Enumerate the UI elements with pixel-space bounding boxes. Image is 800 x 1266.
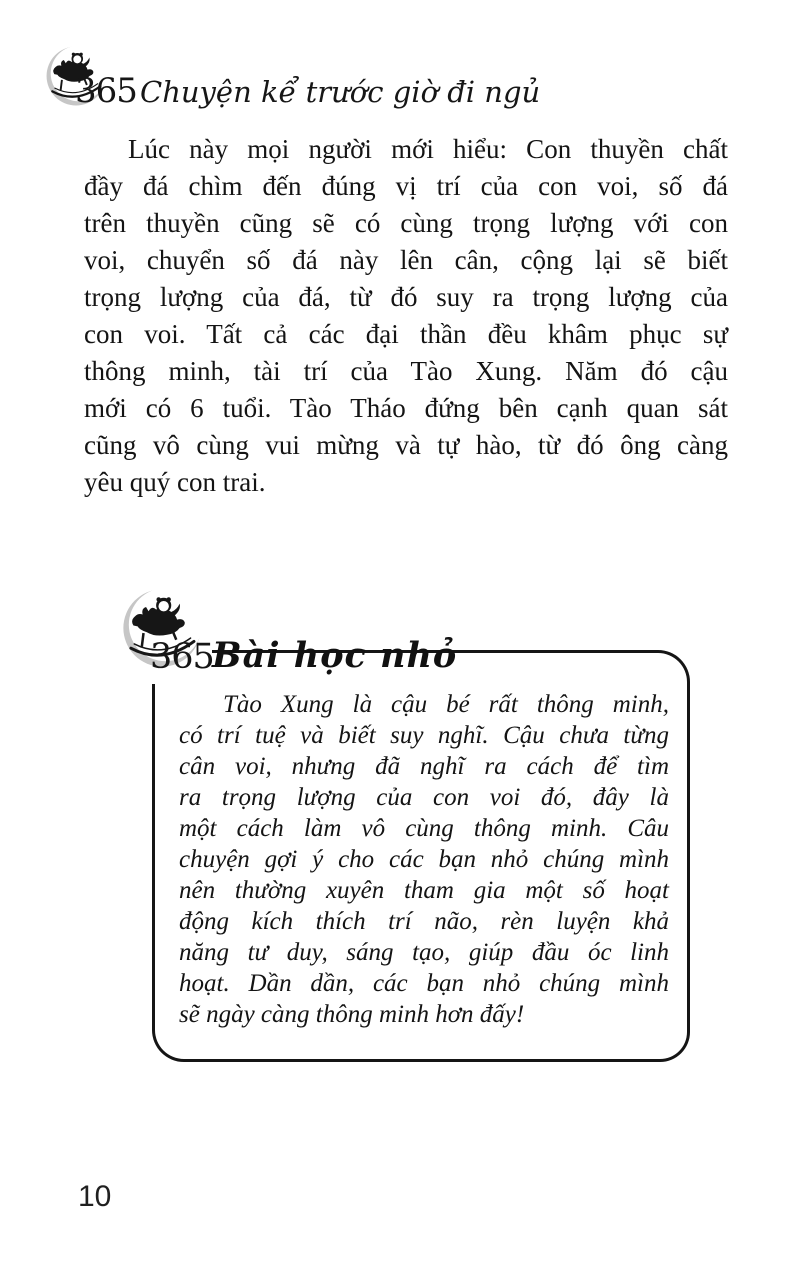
text-line: yêu quý con trai.: [84, 467, 266, 497]
text-line: trên thuyền cũng sẽ có cùng trọng lượng với con: [84, 208, 728, 238]
text-line: thông minh, tài trí của Tào Xung. Năm đó cậu: [84, 356, 728, 386]
text-line: cân voi, nhưng đã nghĩ ra cách để tìm: [179, 753, 669, 780]
text-line: trọng lượng của đá, từ đó suy ra trọng lượng của: [84, 282, 728, 312]
text-line: Tào Xung là cậu bé rất thông minh,: [223, 691, 669, 718]
text-line: mới có 6 tuổi. Tào Tháo đứng bên cạnh quan sát: [84, 393, 728, 423]
text-line: chuyện gợi ý cho các bạn nhỏ chúng mình: [179, 846, 669, 873]
text-line: Lúc này mọi người mới hiểu: Con thuyền chất: [128, 134, 728, 164]
text-line: cũng vô cùng vui mừng và tự hào, từ đó ông càng: [84, 430, 728, 460]
series-logo-number: 365: [75, 71, 137, 111]
page-number: 10: [78, 1180, 112, 1213]
lesson-logo-number: 365: [150, 637, 214, 677]
text-line: một cách làm vô cùng thông minh. Câu: [179, 815, 669, 842]
story-paragraph: [84, 131, 728, 501]
text-line: ra trọng lượng của con voi đó, đây là: [179, 784, 669, 811]
text-line: sẽ ngày càng thông minh hơn đấy!: [179, 1001, 525, 1028]
series-title: Chuyện kể trước giờ đi ngủ: [140, 75, 541, 109]
text-line: con voi. Tất cả các đại thần đều khâm phục sự: [84, 319, 728, 349]
text-line: đầy đá chìm đến đúng vị trí của con voi, số đá: [84, 171, 728, 201]
text-line: hoạt. Dần dần, các bạn nhỏ chúng mình: [179, 970, 669, 997]
lesson-box: [152, 650, 690, 1062]
lesson-heading: Bài học nhỏ: [212, 635, 458, 677]
text-line: năng tư duy, sáng tạo, giúp đầu óc linh: [179, 939, 669, 966]
text-line: nên thường xuyên tham gia một số hoạt: [179, 877, 669, 904]
lesson-text: [179, 689, 669, 1030]
text-line: có trí tuệ và biết suy nghĩ. Cậu chưa từng: [179, 722, 669, 749]
text-line: voi, chuyển số đá này lên cân, cộng lại sẽ biết: [84, 245, 728, 275]
text-line: động kích thích trí não, rèn luyện khả: [179, 908, 669, 935]
